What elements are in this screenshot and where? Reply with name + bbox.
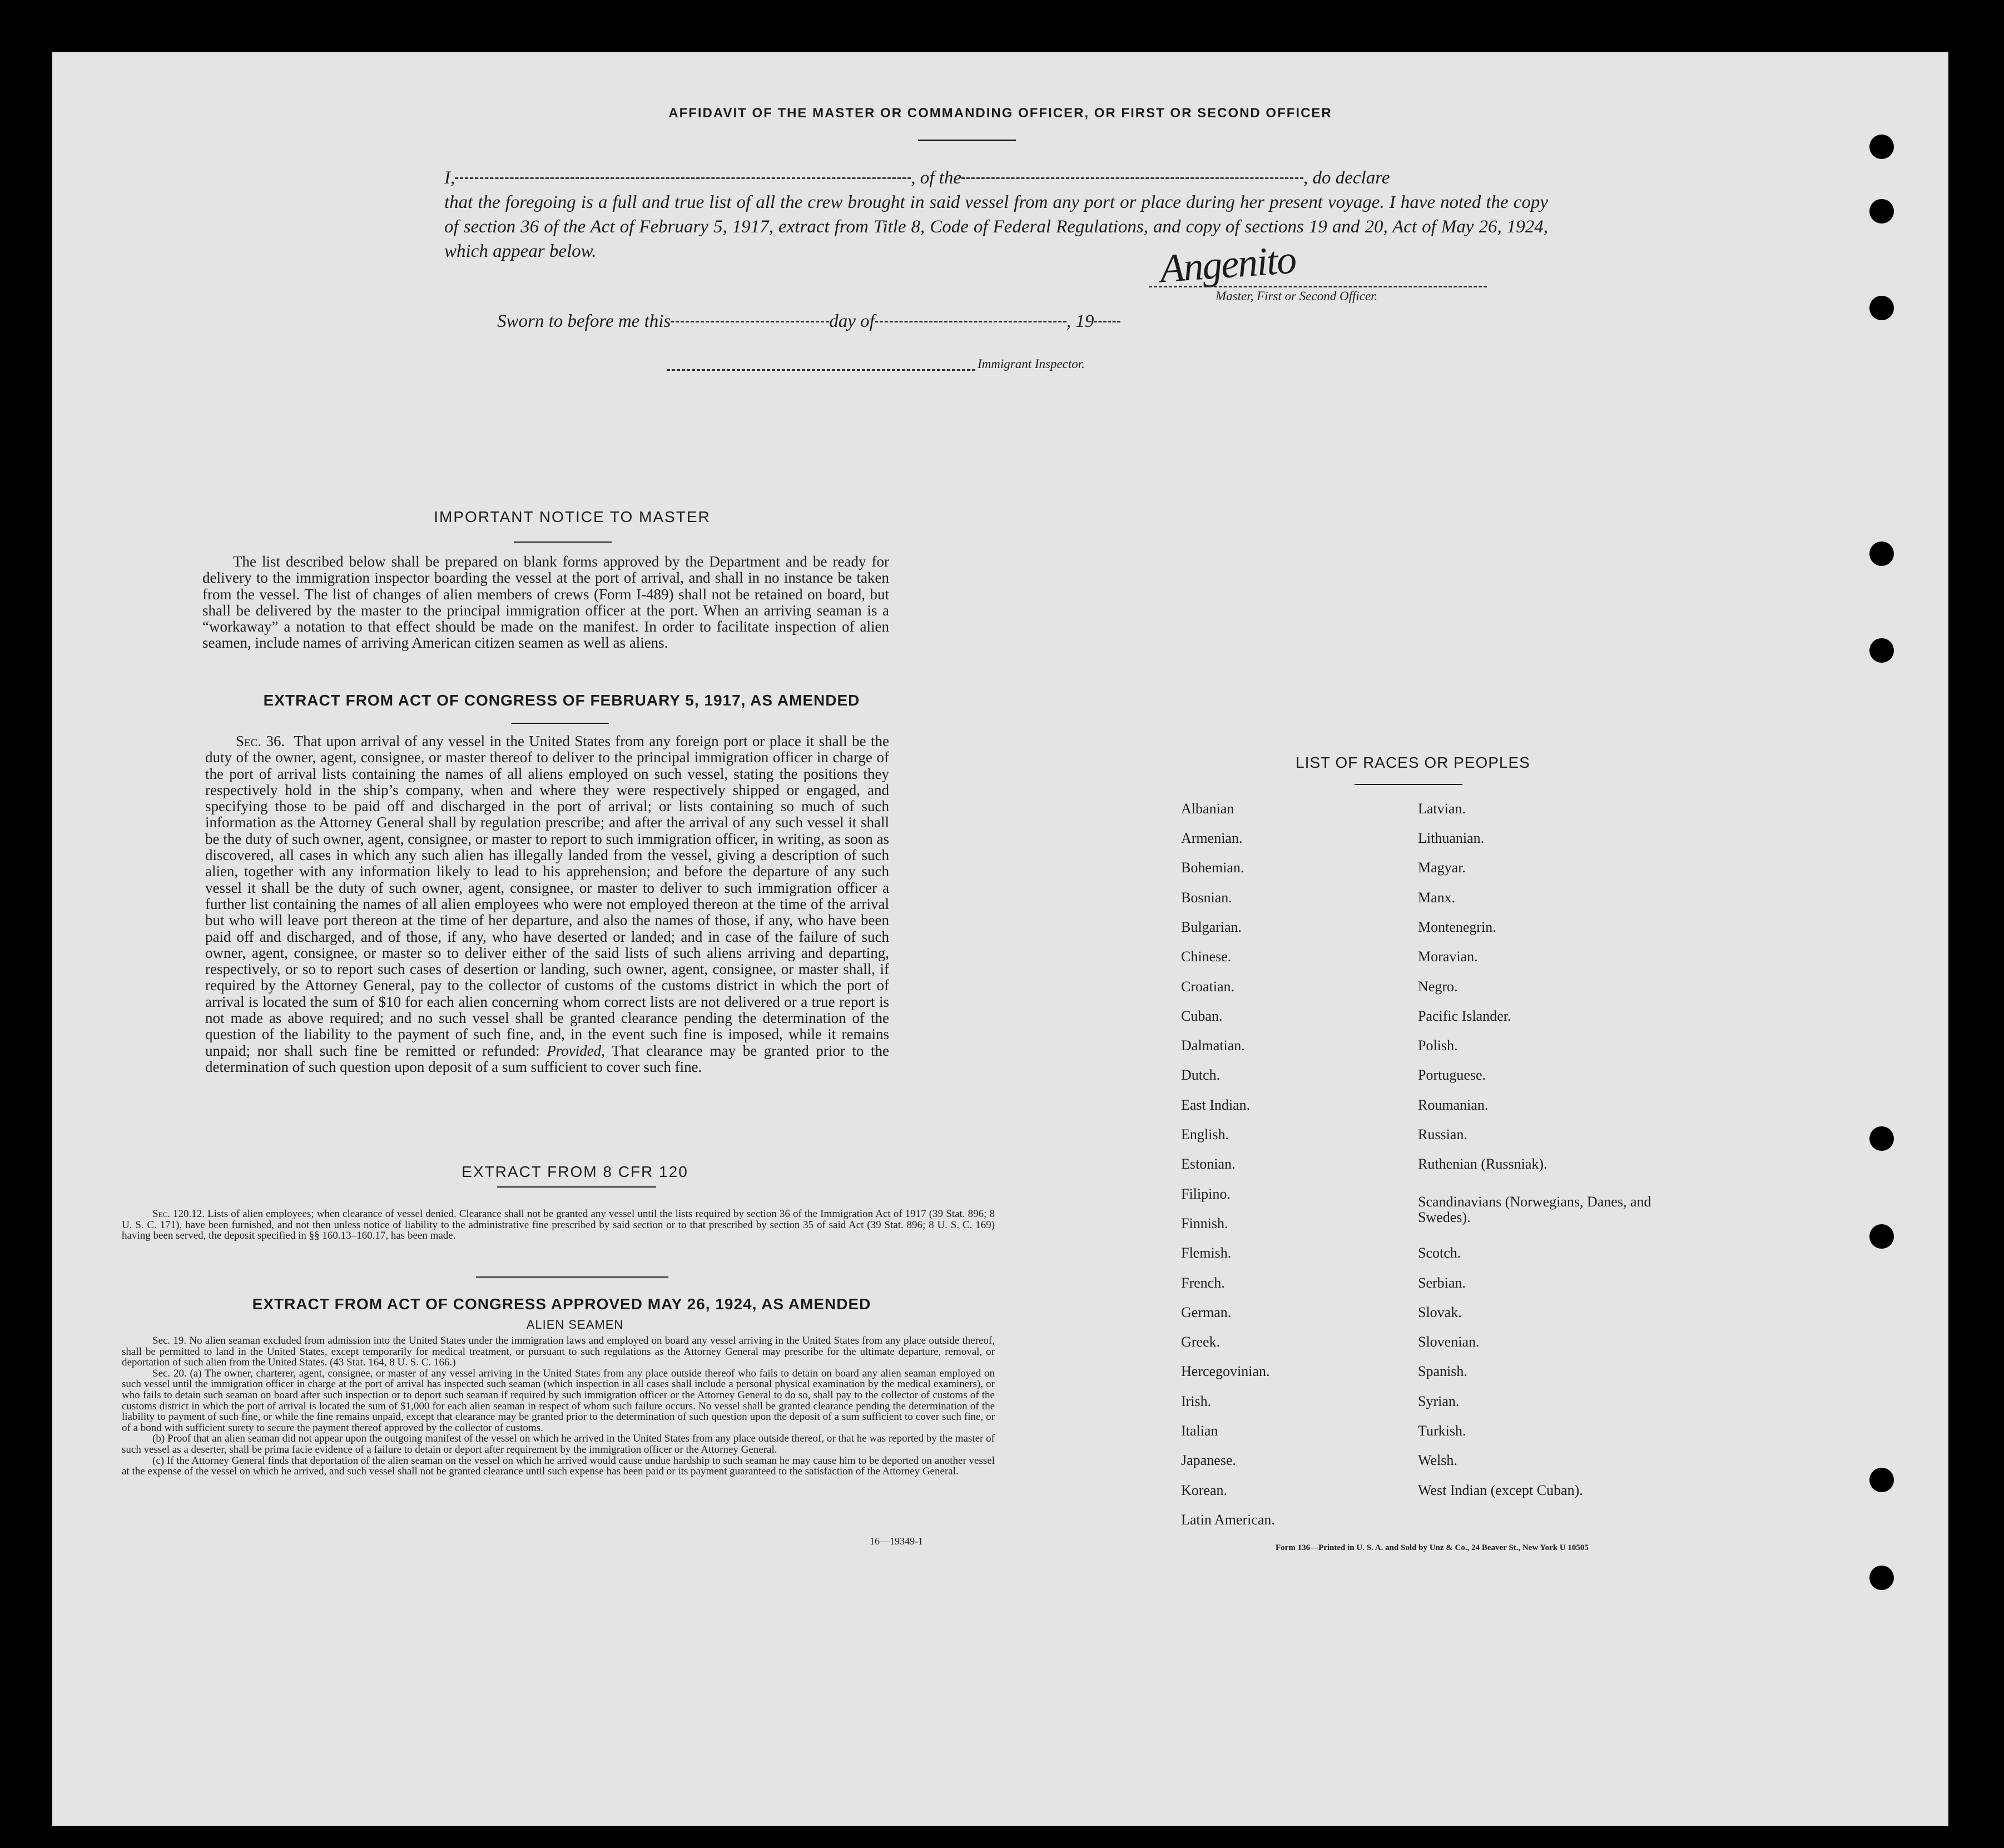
punch-hole-3 xyxy=(1869,296,1894,320)
affidavit-title: AFFIDAVIT OF THE MASTER OR COMMANDING OFFICER, OR FIRST OR SECOND OFFICER xyxy=(668,106,1332,121)
race-item: Lithuanian. xyxy=(1418,830,1485,846)
race-item: Hercegovinian. xyxy=(1181,1363,1270,1379)
sec-36-label: Sec. 36. xyxy=(236,733,285,749)
document-page xyxy=(52,52,1948,1826)
inspector-caption: Immigrant Inspector. xyxy=(978,357,1085,371)
race-item: Dutch. xyxy=(1181,1067,1221,1083)
race-item: Greek. xyxy=(1181,1334,1221,1350)
races-rule xyxy=(1355,784,1462,785)
sworn-month-field[interactable] xyxy=(875,321,1067,322)
race-item: Portuguese. xyxy=(1418,1067,1486,1083)
extract-1917-rule xyxy=(511,723,609,724)
race-item: Turkish. xyxy=(1418,1423,1466,1439)
sec-120-label: Sec. 120.12. xyxy=(152,1208,205,1220)
affidavit-body: that the foregoing is a full and true list of all the crew brought in said vessel from any port or place during her present voyage. I have noted the copy of section 36 of the Act of February 5, 1917, extract from Title 8, Code of Federal Regulations, and copy of sections 19 and 20, Act of May 26, 1924, which appear below. xyxy=(444,192,1548,261)
race-item: Serbian. xyxy=(1418,1275,1466,1291)
race-item: French. xyxy=(1181,1275,1225,1291)
race-item: Spanish. xyxy=(1418,1363,1467,1379)
inspector-signature-line xyxy=(667,369,975,371)
race-item: Bosnian. xyxy=(1181,890,1232,906)
race-item: Bohemian. xyxy=(1181,860,1244,876)
race-item: Finnish. xyxy=(1181,1215,1228,1231)
master-name-field[interactable] xyxy=(455,177,911,179)
notice-body: The list described below shall be prepared on blank forms approved by the Department and be ready for delivery to the immigration inspector boarding the vessel at the port of arrival, and shall in no instance be taken from the vessel. The list of changes of alien members of crews (Form I-489) shall not be retained on board, but shall be delivered by the master to the principal immigration officer at the port. When an arriving seaman is a “workaway” a notation to that effect should be made on the manifest. In order to facilitate inspection of alien seamen, include names of arriving American citizen seamen as well as aliens. xyxy=(202,553,889,652)
affidavit-of-the: , of the xyxy=(911,168,961,188)
affidavit-i: I, xyxy=(444,168,455,188)
race-item: Albanian xyxy=(1181,801,1234,817)
race-item: Ruthenian (Russniak). xyxy=(1418,1156,1547,1172)
punch-hole-6 xyxy=(1869,1126,1894,1151)
punch-hole-4 xyxy=(1869,542,1894,566)
race-item: Moravian. xyxy=(1418,948,1478,965)
provided-label: Provided, xyxy=(547,1042,605,1059)
race-item: Italian xyxy=(1181,1423,1218,1439)
sec-20b-text: (b) Proof that an alien seaman did not appear upon the outgoing manifest of the vessel on which he arrived in the United States from any place outside thereof, or that he was reported by the master of such vessel as a deserter, shall be prima facie evidence of a failure to detain or deport after requirement by the immigration officer or the Attorney General. xyxy=(122,1433,995,1455)
affidavit-declare: , do declare xyxy=(1303,168,1390,188)
sworn-year-field[interactable] xyxy=(1094,321,1120,322)
cfr-body xyxy=(122,1209,995,1241)
race-item: Korean. xyxy=(1181,1482,1228,1498)
race-item: Russian. xyxy=(1418,1126,1467,1142)
punch-hole-1 xyxy=(1869,135,1894,159)
race-item: Welsh. xyxy=(1418,1452,1457,1468)
race-item: Croatian. xyxy=(1181,978,1235,995)
signature-line xyxy=(1149,286,1487,287)
race-item: West Indian (except Cuban). xyxy=(1418,1482,1583,1498)
race-item: German. xyxy=(1181,1304,1232,1320)
race-item: Japanese. xyxy=(1181,1452,1236,1468)
race-item: Armenian. xyxy=(1181,830,1243,846)
race-item: Roumanian. xyxy=(1418,1097,1489,1113)
race-item: Bulgarian. xyxy=(1181,919,1242,935)
vessel-name-field[interactable] xyxy=(961,177,1303,179)
punch-hole-8 xyxy=(1869,1468,1894,1492)
race-item: Flemish. xyxy=(1181,1245,1232,1261)
race-item: East Indian. xyxy=(1181,1097,1251,1113)
sec-20a-text: Sec. 20. (a) The owner, charterer, agent, consignee, or master of any vessel arriving in the United States from any place outside thereof who fails to detain on board any alien seaman employed on such vessel until the immigration officer in charge at the port of arrival has inspected such seaman (which inspection in all cases shall include a personal physical examination by the medical examiners), or who fails to detain such seaman on board after such inspection or to deport such seaman if required by such immigration officer or the Attorney General to do so, shall pay to the collector of customs of the customs district in which the port of arrival is located the sum of $1,000 for each alien seaman in respect of whom such failure occurs. No vessel shall be granted clearance pending the determination of the liability to payment of such fine, or while the fine remains unpaid, except that clearance may be granted prior to the determination of such question upon the deposit of a sum sufficient to cover such fine, or of a bond with sufficient surety to secure the payment thereof approved by the collector of customs. xyxy=(122,1367,995,1434)
race-item: Negro. xyxy=(1418,978,1458,995)
cfr-rule xyxy=(497,1186,656,1188)
race-item: Syrian. xyxy=(1418,1393,1460,1409)
sworn-year: , 19 xyxy=(1066,311,1094,331)
sec-36-text: That upon arrival of any vessel in the United States from any foreign port or place it shall be the duty of the owner, agent, consignee, or master thereof to deliver to the principal immigration officer in charge of the port of arrival lists containing the names of all aliens employed on such vessel, stating the positions they respectively hold in the ship’s company, when and where they were respectively shipped or engaged, and specifying those to be paid off and discharged in the port of arrival; or lists containing so much of such information as the Attorney General shall by regulation prescribe; and after the arrival of any such vessel it shall be the duty of such owner, agent, consignee, or master to report to such immigration officer, in writing, as soon as discovered, all cases in which any such alien has illegally landed from the vessel, giving a description of such alien, together with any information likely to lead to his apprehension; and before the departure of any such vessel it shall be the duty of such owner, agent, consignee, or master to deliver to such immigration officer a further list containing the names of all alien employees who were not employed thereon at the time of the arrival but who will leave port thereon at the time of her departure, and also the names of those, if any, who have been paid off and discharged, and of those, if any, who have deserted or landed; and in case of the failure of such owner, agent, consignee, or master so to deliver either of the said lists of such aliens arriving and departing, respectively, or so to report such cases of desertion or landing, such owner, agent, consignee, or master shall, if required by the Attorney General, pay to the collector of customs of the customs district in which the port of arrival is located the sum of $10 for each alien concerning whom correct lists are not delivered or a true report is not made as above required; and no such vessel shall be granted clearance pending the determination of the question of the liability to the payment of such fine, and, in the event such fine is imposed, while it remains unpaid; nor shall such fine be remitted or refunded: xyxy=(205,733,889,1059)
affidavit-declaration-line xyxy=(444,166,1548,190)
race-item: Filipino. xyxy=(1181,1186,1231,1202)
race-item: Cuban. xyxy=(1181,1008,1223,1024)
races-title: LIST OF RACES OR PEOPLES xyxy=(1296,754,1530,771)
race-item: Manx. xyxy=(1418,890,1456,906)
race-item: Polish. xyxy=(1418,1037,1458,1054)
extract-1917-body xyxy=(205,733,889,1075)
race-item: Estonian. xyxy=(1181,1156,1236,1172)
notice-title: IMPORTANT NOTICE TO MASTER xyxy=(434,508,711,525)
race-item: Irish. xyxy=(1181,1393,1212,1409)
sworn-prefix: Sworn to before me this xyxy=(497,311,671,331)
race-item: Slovenian. xyxy=(1418,1334,1480,1350)
sworn-day-field[interactable] xyxy=(671,321,829,322)
punch-hole-5 xyxy=(1869,638,1894,663)
race-item: English. xyxy=(1181,1126,1229,1142)
punch-hole-7 xyxy=(1869,1224,1894,1249)
race-item: Scandinavians (Norwegians, Danes, and Swedes). xyxy=(1418,1194,1651,1225)
affidavit-title-rule xyxy=(918,140,1016,141)
sec-120-text: Lists of alien employees; when clearance of vessel denied. Clearance shall not be granted any vessel until the lists required by section 36 of the Immigration Act of 1917 (39 Stat. 896; 8 U. S. C. 171), have been furnished, and not then unless notice of liability to the administrative fine prescribed by said section or to that prescribed by section 35 of said Act (39 Stat. 896; 8 U. S. C. 169) having been served, the deposit specified in §§ 160.13–160.17, has been made. xyxy=(122,1208,995,1242)
race-item: Montenegrin. xyxy=(1418,919,1496,935)
cfr-bottom-rule xyxy=(476,1276,668,1278)
sworn-day-of: day of xyxy=(829,311,875,331)
race-item: Pacific Islander. xyxy=(1418,1008,1511,1024)
signature-caption: Master, First or Second Officer. xyxy=(1216,289,1378,303)
race-item: Latin American. xyxy=(1181,1512,1275,1528)
punch-hole-9 xyxy=(1869,1566,1894,1590)
extract-1924-body xyxy=(122,1335,995,1477)
extract-1924-title: EXTRACT FROM ACT OF CONGRESS APPROVED MAY 26, 1924, AS AMENDED xyxy=(252,1295,871,1313)
provided-text: That clearance may be granted prior to the determination of such question upon deposit of a sum sufficient to cover such fine. xyxy=(205,1042,889,1075)
extract-1917-title: EXTRACT FROM ACT OF CONGRESS OF FEBRUARY 5, 1917, AS AMENDED xyxy=(263,692,860,709)
form-code: 16—19349-1 xyxy=(870,1536,923,1547)
race-item: Scotch. xyxy=(1418,1245,1461,1261)
sec-20c-text: (c) If the Attorney General finds that deportation of the alien seaman on the vessel on which he arrived would cause undue hardship to such seaman he may cause him to be deported on another vessel at the expense of the vessel on which he arrived, and such vessel shall not be granted clearance until such expense has been paid or its payment guaranteed to the satisfaction of the Attorney General. xyxy=(122,1454,995,1478)
race-item: Slovak. xyxy=(1418,1304,1462,1320)
notice-rule xyxy=(514,542,612,543)
form-printer-note: Form 136—Printed in U. S. A. and Sold by Unz & Co., 24 Beaver St., New York U 10505 xyxy=(1276,1543,1589,1552)
race-item: Magyar. xyxy=(1418,860,1466,876)
sworn-line xyxy=(497,309,1276,334)
punch-hole-2 xyxy=(1869,199,1894,223)
cfr-title: EXTRACT FROM 8 CFR 120 xyxy=(462,1163,688,1180)
race-item: Dalmatian. xyxy=(1181,1037,1245,1054)
race-item: Chinese. xyxy=(1181,948,1232,965)
sec-19-text: Sec. 19. No alien seaman excluded from admission into the United States under the immigration laws and employed on board any vessel arriving in the United States from any place outside thereof, shall be permitted to land in the United States, except temporarily for medical treatment, or pursuant to such regulations as the Attorney General may prescribe for the ultimate departure, removal, or deportation of such alien from the United States. (43 Stat. 164, 8 U. S. C. 166.) xyxy=(122,1335,995,1369)
master-signature: Angenito xyxy=(1158,237,1297,291)
extract-1924-subtitle: ALIEN SEAMEN xyxy=(526,1318,624,1332)
race-item: Latvian. xyxy=(1418,801,1466,817)
